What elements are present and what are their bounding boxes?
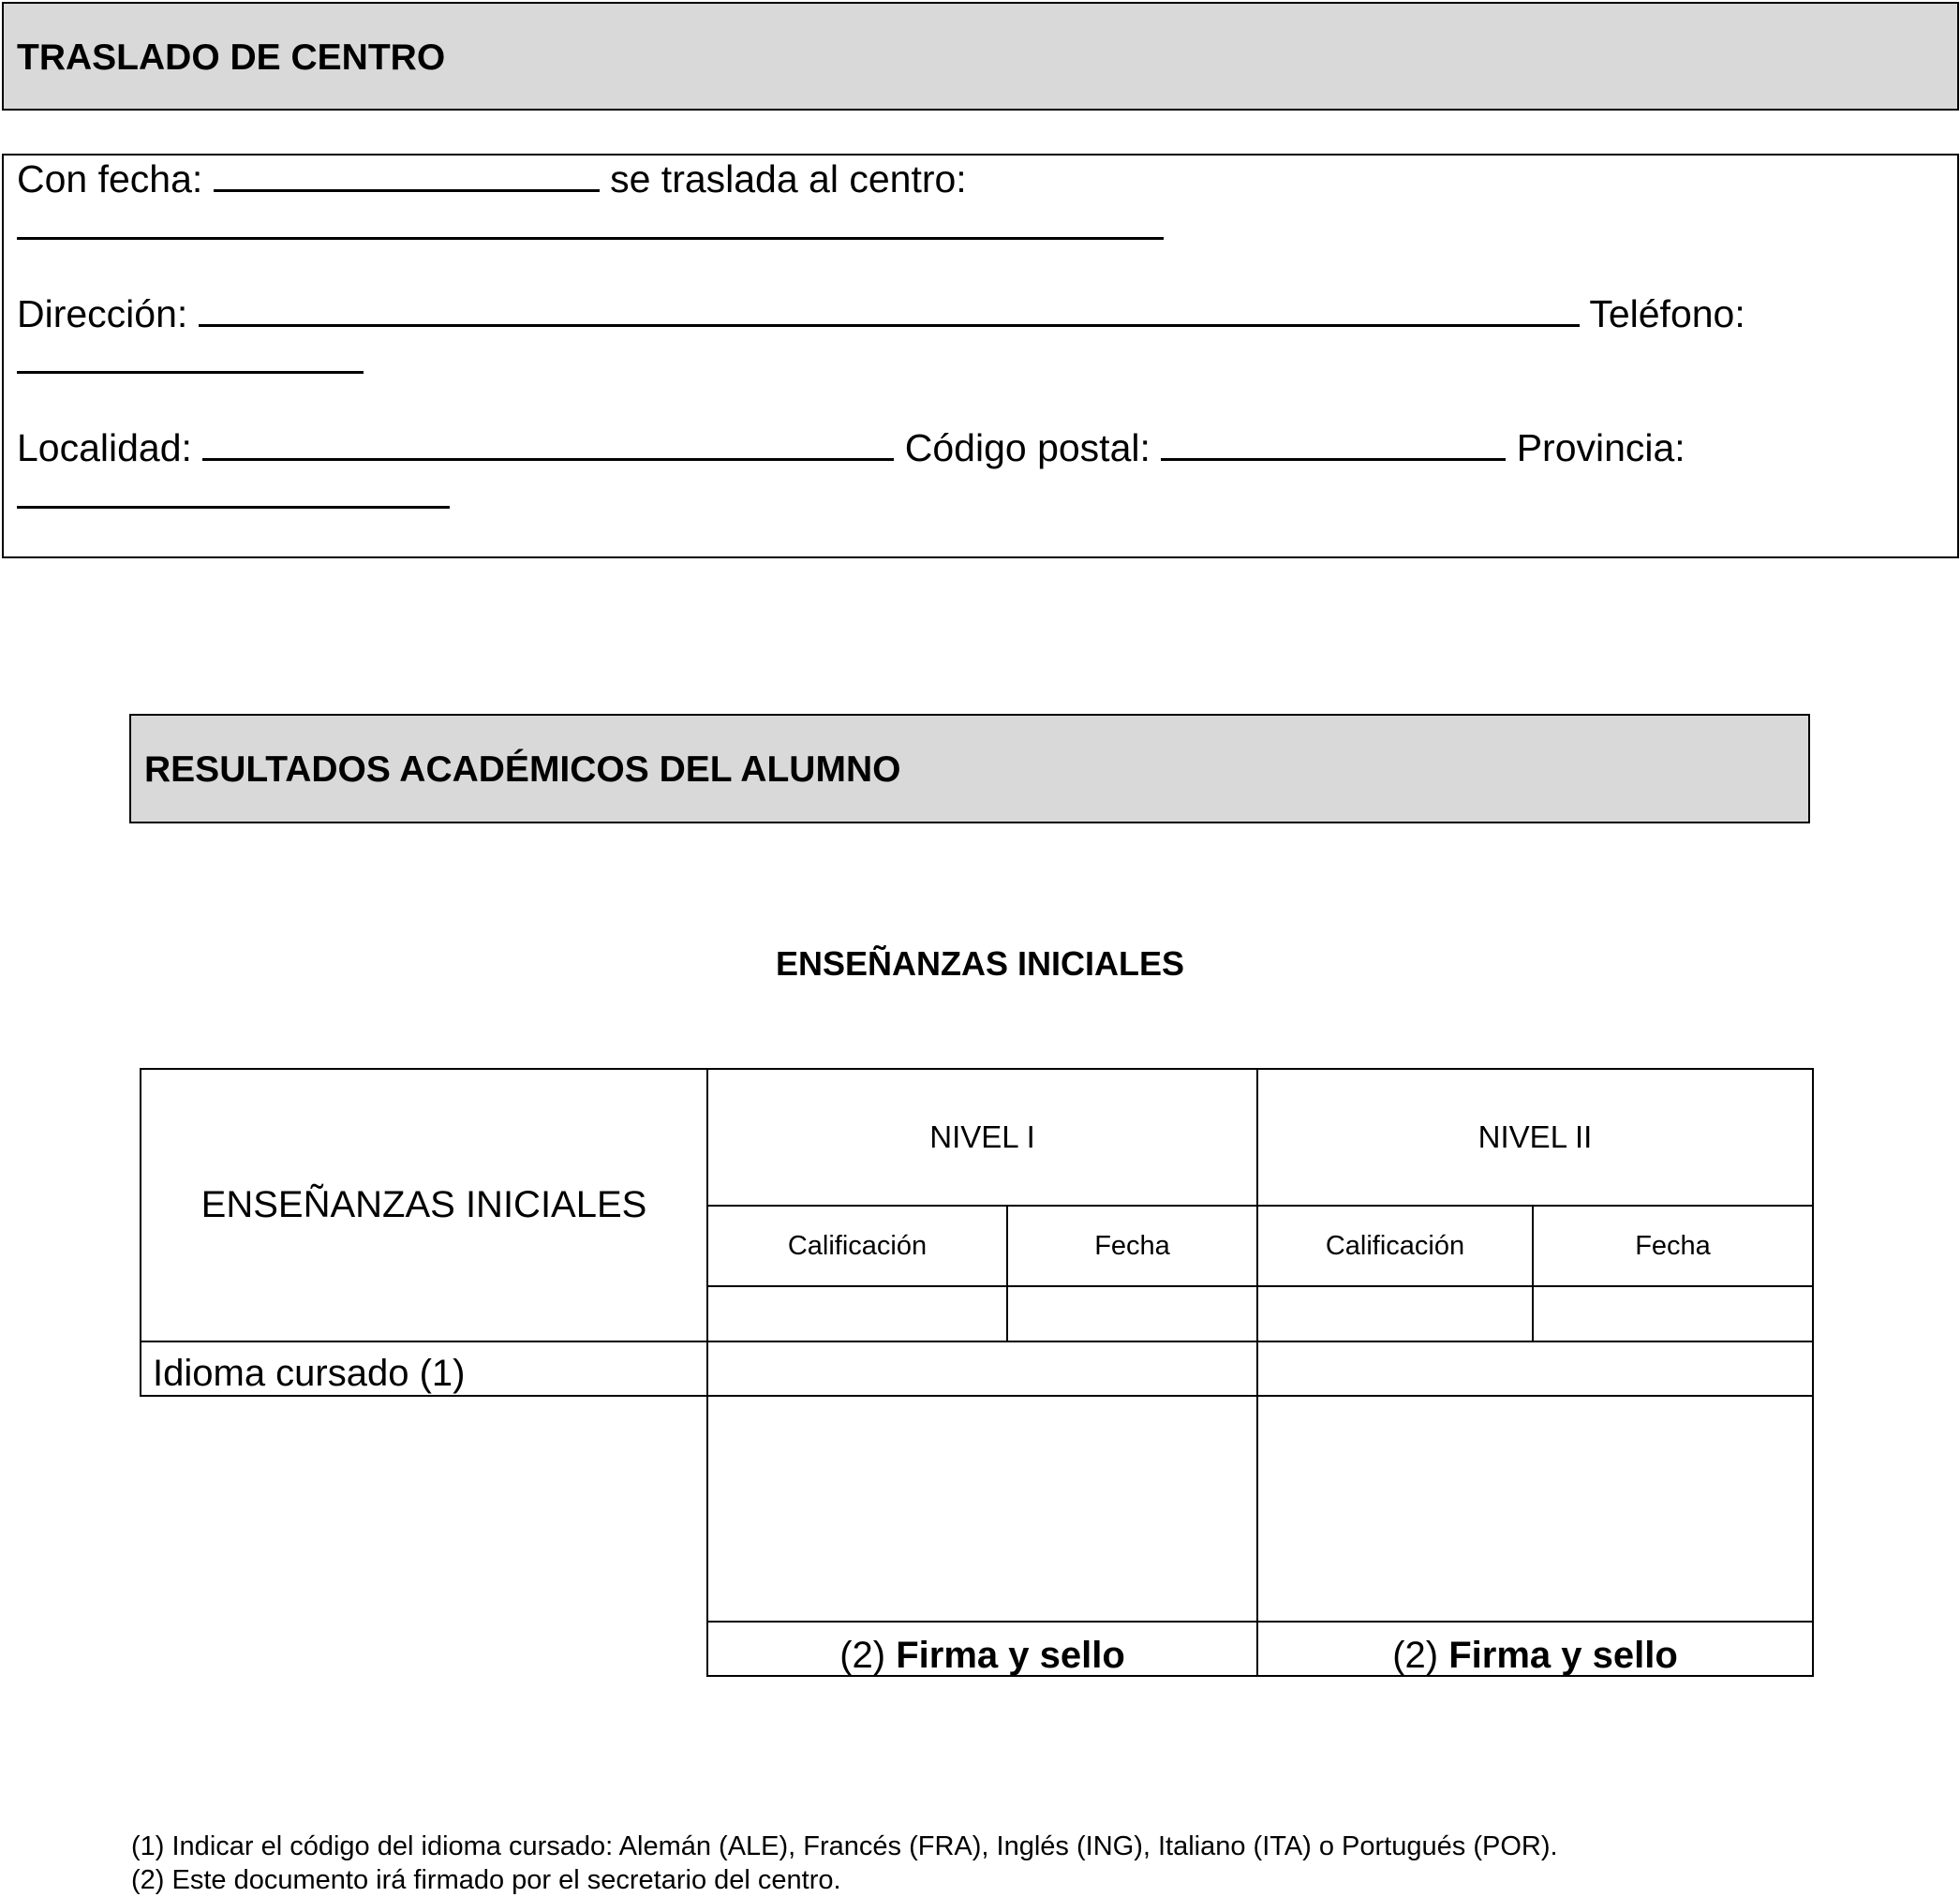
nivel1-signature-area[interactable] (707, 1396, 1257, 1622)
centro-field[interactable] (17, 203, 1164, 240)
telefono-field[interactable] (17, 337, 364, 374)
provincia-label: Provincia: (1516, 426, 1685, 469)
localidad-line (17, 424, 1685, 470)
nivel2-label: NIVEL II (1477, 1119, 1593, 1154)
direccion-line (17, 290, 1745, 336)
firma-label: Firma y sello (1448, 1635, 1678, 1676)
telefono-line (17, 337, 364, 383)
row-header-cell (141, 1069, 707, 1341)
nivel2-calificacion-header (1257, 1206, 1533, 1286)
nivel2-header (1257, 1069, 1813, 1206)
nivel1-header (707, 1069, 1257, 1206)
fecha-field[interactable] (214, 156, 600, 192)
fecha-label: Fecha (1094, 1230, 1170, 1261)
fecha-label: Fecha (1635, 1230, 1711, 1261)
ensenanzas-subtitle: ENSEÑANZAS INICIALES (775, 944, 1185, 983)
footnote-2: (2) Este documento irá firmado por el secretario del centro. (131, 1865, 841, 1895)
provincia-line (17, 472, 450, 518)
localidad-field[interactable] (202, 424, 894, 461)
centro-label: se traslada al centro: (610, 157, 967, 200)
footnotes (131, 1830, 1558, 1897)
direccion-field[interactable] (199, 290, 1580, 327)
firma-prefix: (2) (839, 1635, 897, 1676)
nivel1-label: NIVEL I (929, 1119, 1035, 1154)
fecha-line (17, 156, 967, 201)
traslado-header (2, 2, 1959, 111)
resultados-title: RESULTADOS ACADÉMICOS DEL ALUMNO (144, 749, 901, 790)
nivel2-firma-cell (1257, 1622, 1813, 1676)
nivel2-fecha-cell[interactable] (1533, 1286, 1813, 1341)
resultados-header (129, 714, 1810, 823)
nivel1-calificacion-cell[interactable] (707, 1286, 1007, 1341)
nivel1-calificacion-header (707, 1206, 1007, 1286)
calificacion-label: Calificación (1325, 1230, 1465, 1261)
centro-line (17, 203, 1164, 249)
nivel2-signature-area[interactable] (1257, 1396, 1813, 1622)
nivel1-fecha-header (1007, 1206, 1257, 1286)
empty-cell (141, 1396, 707, 1622)
nivel2-fecha-header (1533, 1206, 1813, 1286)
nivel2-idioma-cell[interactable] (1257, 1341, 1813, 1396)
row-header: ENSEÑANZAS INICIALES (200, 1184, 647, 1225)
provincia-field[interactable] (17, 472, 450, 509)
grades-table (140, 1068, 1814, 1677)
footnote-1: (1) Indicar el código del idioma cursado: Alemán (ALE), Francés (FRA), Inglés (ING), Italiano (ITA) o Portugués (POR). (131, 1831, 1558, 1861)
nivel2-calificacion-cell[interactable] (1257, 1286, 1533, 1341)
direccion-label: Dirección: (17, 292, 188, 335)
traslado-title: TRASLADO DE CENTRO (17, 37, 446, 78)
firma-prefix: (2) (1392, 1635, 1449, 1676)
empty-cell (141, 1622, 707, 1676)
cp-field[interactable] (1161, 424, 1506, 461)
localidad-label: Localidad: (17, 426, 192, 469)
calificacion-label: Calificación (787, 1230, 928, 1261)
idioma-label: Idioma cursado (1) (153, 1353, 466, 1394)
telefono-label: Teléfono: (1589, 292, 1745, 335)
nivel1-fecha-cell[interactable] (1007, 1286, 1257, 1341)
firma-label: Firma y sello (896, 1635, 1125, 1676)
fecha-label: Con fecha: (17, 157, 203, 200)
traslado-form (2, 154, 1959, 558)
nivel1-firma-cell (707, 1622, 1257, 1676)
cp-label: Código postal: (904, 426, 1151, 469)
idioma-label-cell (141, 1341, 707, 1396)
nivel1-idioma-cell[interactable] (707, 1341, 1257, 1396)
